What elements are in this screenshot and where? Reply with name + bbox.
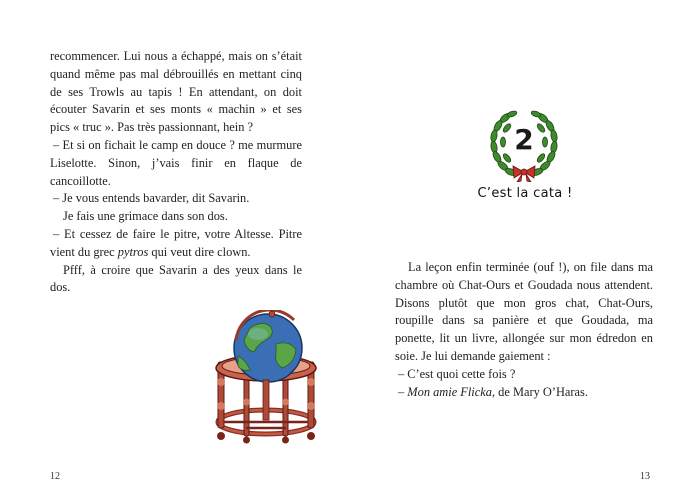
text-run: – Et cessez de faire le pitre, votre Altesse. Pitre vient du grec: [50, 226, 302, 259]
page-number: 12: [50, 471, 60, 482]
chapter-title: C’est la cata !: [477, 186, 573, 201]
paragraph: [50, 226, 302, 262]
text-run: , de Mary O’Haras.: [491, 384, 588, 399]
text-run: –: [398, 384, 408, 399]
paragraph: recommencer. Lui nous a échappé, mais on s’était quand même pas mal débrouillés en mettant cinq de ses Trowls au tapis ! En attendant, on doit écouter Savarin et ses monts « machin » et ses pics « truc ». Pas très passionnant, hein ?: [50, 49, 302, 135]
book-title: Mon amie Flicka: [407, 384, 492, 399]
paragraph: La leçon enfin terminée (ouf !), on file dans ma chambre où Chat-Ours et Goudada nous attendent. Disons plutôt que mon gros chat, Chat-Ours, roupille dans sa panière et que Goudada, ma ponette, lit un livre, allongée sur mon édredon en soie. Je lui demande gaiement :: [395, 260, 653, 363]
paragraph: [395, 384, 653, 402]
paragraph: Pfff, à croire que Savarin a des yeux dans le dos.: [50, 262, 302, 295]
right-page-text: [395, 259, 653, 401]
paragraph: – Et si on fichait le camp en douce ? me murmure Liselotte. Sinon, j’vais finir en flaque de cancoillotte.: [50, 137, 302, 188]
text-run: qui veut dire clown.: [148, 244, 251, 259]
paragraph: Je fais une grimace dans son dos.: [63, 209, 228, 224]
chapter-number: 2: [514, 123, 534, 156]
right-page: [350, 0, 700, 500]
globe-illustration: [210, 310, 322, 444]
paragraph: – C’est quoi cette fois ?: [398, 366, 516, 381]
left-page-text: [50, 48, 302, 297]
page-number: 13: [640, 471, 650, 482]
italic-word: pytros: [117, 244, 149, 259]
paragraph: – Je vous entends bavarder, dit Savarin.: [53, 191, 250, 206]
